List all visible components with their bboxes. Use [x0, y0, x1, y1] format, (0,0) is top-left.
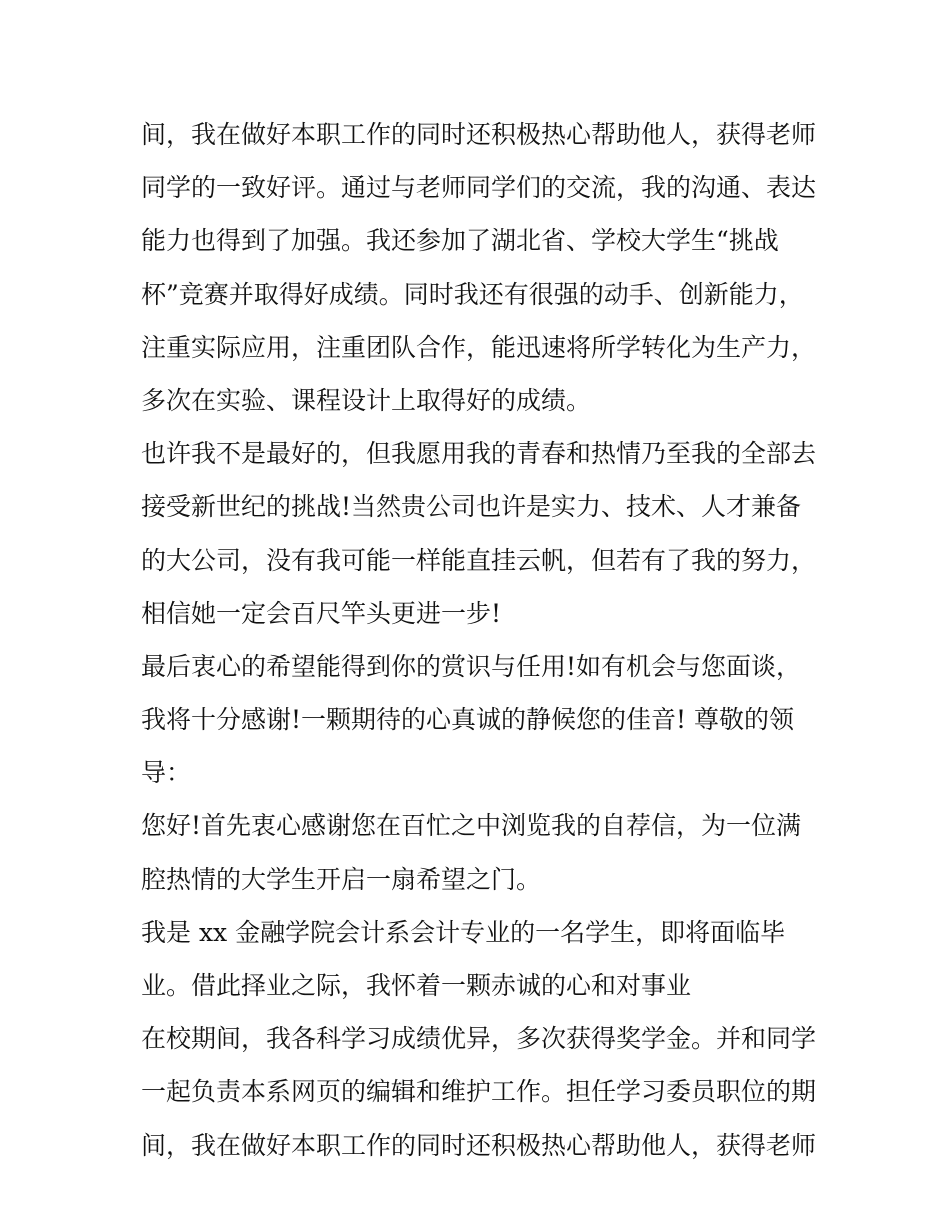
text-line: 能力也得到了加强。我还参加了湖北省、学校大学生“挑战 — [141, 226, 779, 256]
text-line: 在校期间，我各科学习成绩优异，多次获得奖学金。并和同学 — [141, 1024, 817, 1054]
text-line: 同学的一致好评。通过与老师同学们的交流，我的沟通、表达 — [141, 173, 817, 203]
text-line: 腔热情的大学生开启一扇希望之门。 — [141, 864, 542, 894]
text-line: 杯”竞赛并取得好成绩。同时我还有很强的动手、创新能力， — [141, 279, 804, 309]
text-line: 最后衷心的希望能得到你的赏识与任用!如有机会与您面谈， — [141, 651, 802, 681]
text-line: 一起负责本系网页的编辑和维护工作。担任学习委员职位的期 — [141, 1077, 817, 1107]
text-line: 间，我在做好本职工作的同时还积极热心帮助他人，获得老师 — [141, 120, 817, 149]
text-line: 相信她一定会百尺竿头更进一步! — [141, 598, 502, 628]
text-line: 的大公司，没有我可能一样能直挂云帆，但若有了我的努力， — [141, 545, 817, 575]
text-line: 间，我在做好本职工作的同时还积极热心帮助他人，获得老师 — [141, 1130, 817, 1160]
text-line: 多次在实验、课程设计上取得好的成绩。 — [141, 385, 592, 415]
text-line: 也许我不是最好的，但我愿用我的青春和热情乃至我的全部去 — [141, 439, 817, 469]
text-line: 导： — [141, 758, 192, 788]
text-line: 接受新世纪的挑战!当然贵公司也许是实力、技术、人才兼备 — [141, 492, 802, 522]
text-line: 我是 xx 金融学院会计系会计专业的一名学生，即将面临毕 — [141, 917, 786, 947]
text-line: 我将十分感谢!一颗期待的心真诚的静候您的佳音! 尊敬的领 — [141, 705, 795, 735]
text-line: 注重实际应用，注重团队合作，能迅速将所学转化为生产力， — [141, 332, 817, 362]
text-line: 您好!首先衷心感谢您在百忙之中浏览我的自荐信，为一位满 — [141, 811, 802, 841]
letter-body — [141, 108, 821, 1172]
text-line: 业。借此择业之际，我怀着一颗赤诚的心和对事业 — [141, 971, 692, 1000]
